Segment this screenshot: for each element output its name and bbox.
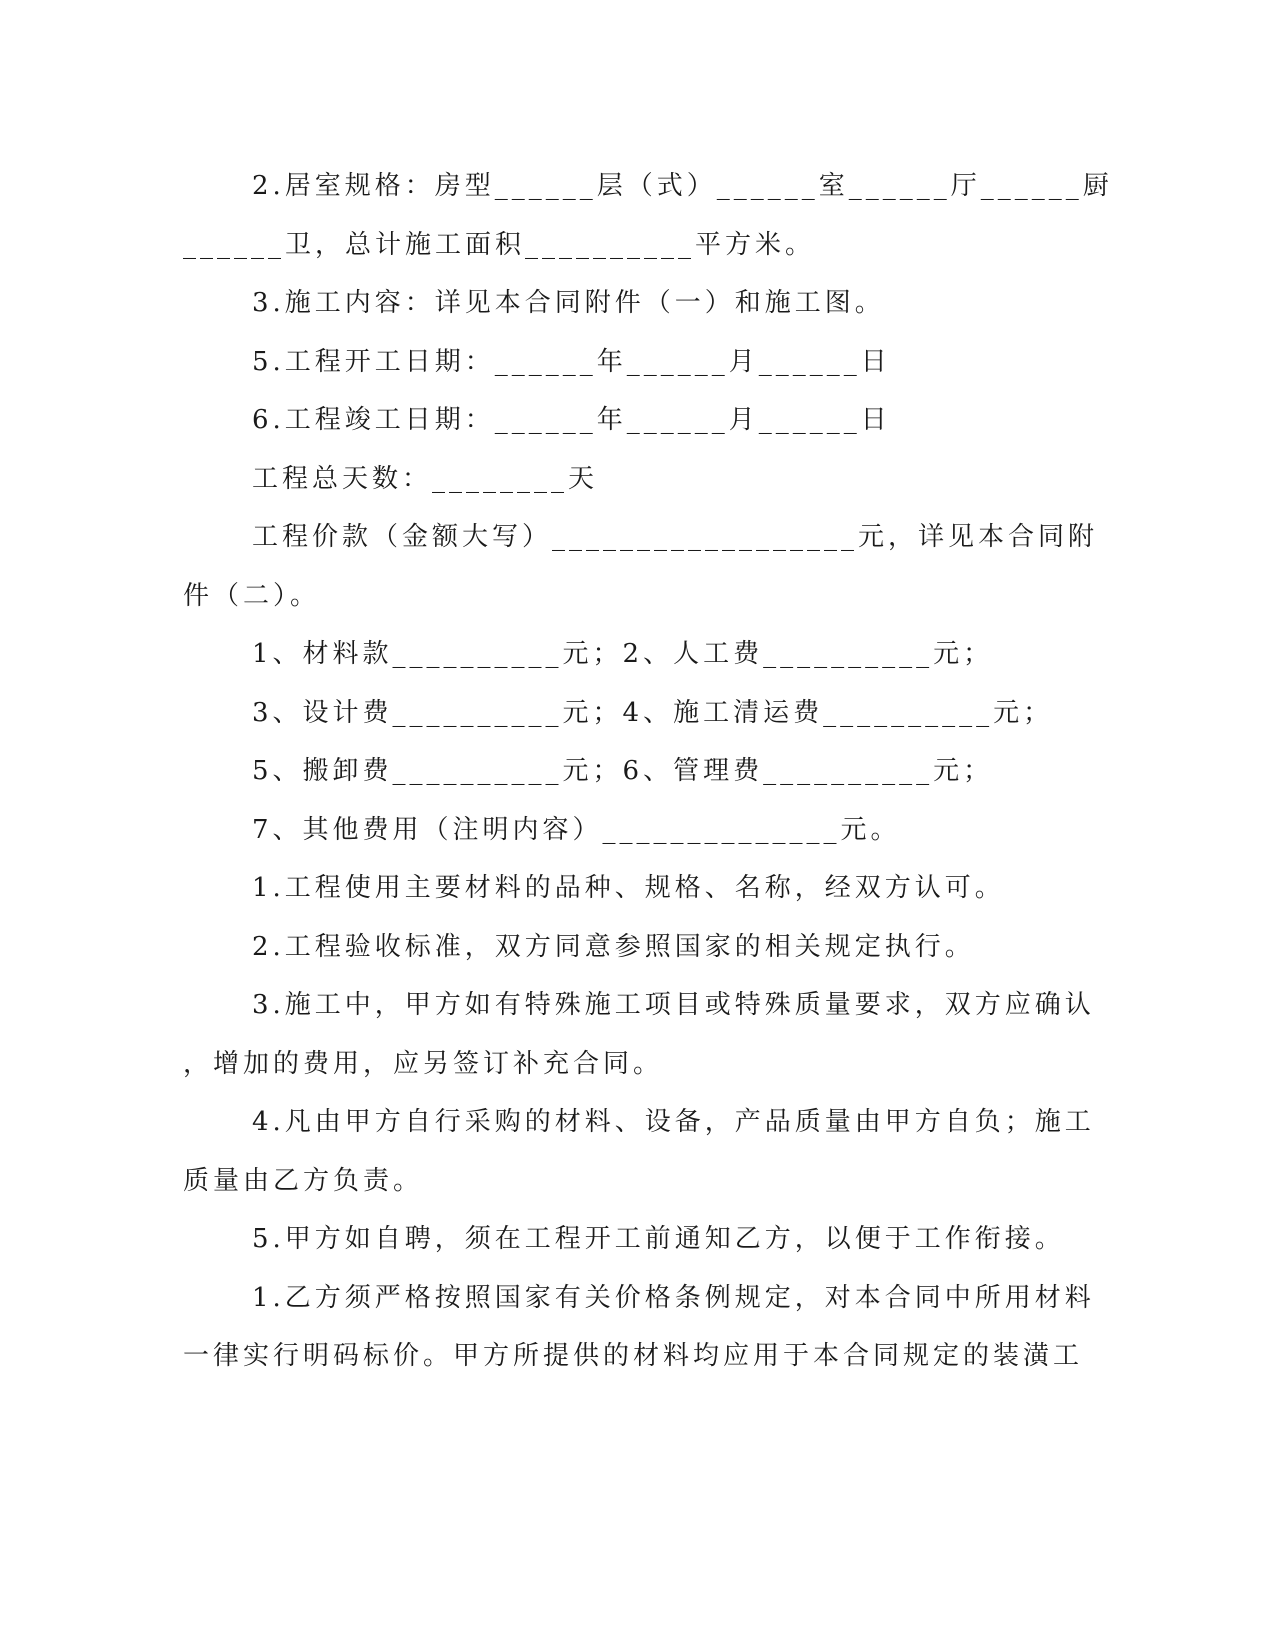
self-purchase-clause-cont: 质量由乙方负责。 <box>183 1166 424 1196</box>
start-date-line: 5.工程开工日期：______年______月______日 <box>252 347 891 377</box>
self-hire-clause: 5.甲方如自聘，须在工程开工前通知乙方，以便于工作衔接。 <box>252 1224 1065 1254</box>
special-requirements-clause-cont: ，增加的费用，应另签订补充合同。 <box>183 1049 664 1079</box>
construction-content-line: 3.施工内容：详见本合同附件（一）和施工图。 <box>252 288 885 318</box>
completion-date-line: 6.工程竣工日期：______年______月______日 <box>252 405 891 435</box>
pricing-clause-cont: 一律实行明码标价。甲方所提供的材料均应用于本合同规定的装潢工 <box>183 1341 1084 1371</box>
total-days-line: 工程总天数：________天 <box>252 464 599 494</box>
acceptance-clause: 2.工程验收标准，双方同意参照国家的相关规定执行。 <box>252 932 975 962</box>
fee-line-1: 1、材料款__________元；2、人工费__________元； <box>252 639 994 669</box>
room-spec-line: 2.居室规格：房型______层（式）______室______厅______厨 <box>252 171 1113 201</box>
project-price-line-cont: 件（二）。 <box>183 581 321 611</box>
special-requirements-clause: 3.施工中，甲方如有特殊施工项目或特殊质量要求，双方应确认 <box>252 990 1095 1020</box>
fee-line-3: 5、搬卸费__________元；6、管理费__________元； <box>252 756 994 786</box>
project-price-line: 工程价款（金额大写）__________________元，详见本合同附 <box>252 522 1099 552</box>
fee-line-4: 7、其他费用（注明内容）______________元。 <box>252 815 901 845</box>
room-area-line: ______卫，总计施工面积__________平方米。 <box>183 230 816 260</box>
self-purchase-clause: 4.凡由甲方自行采购的材料、设备，产品质量由甲方自负；施工 <box>252 1107 1095 1137</box>
materials-clause: 1.工程使用主要材料的品种、规格、名称，经双方认可。 <box>252 873 1005 903</box>
pricing-clause: 1.乙方须严格按照国家有关价格条例规定，对本合同中所用材料 <box>252 1283 1095 1313</box>
fee-line-2: 3、设计费__________元；4、施工清运费__________元； <box>252 698 1054 728</box>
